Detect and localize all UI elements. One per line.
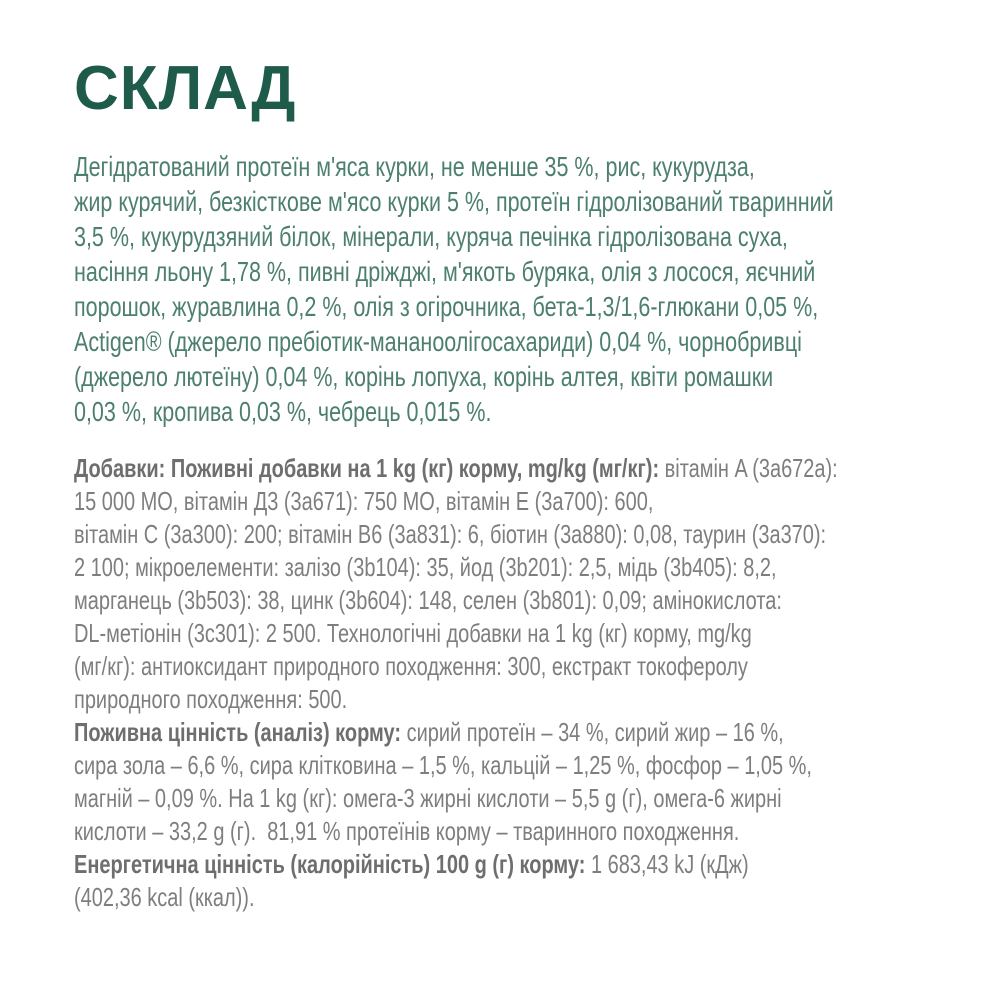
text-line: марганець (3b503): 38, цинк (3b604): 148, селен (3b801): 0,09; амінокислота: (74, 585, 782, 615)
text-line: (джерело лютеїну) 0,04 %, корінь лопуха, корінь алтея, квіти ромашки (74, 361, 774, 392)
additives-line1-rest: вітамін A (3a672a): (659, 453, 838, 483)
additives-lead: Добавки: Поживні добавки на 1 kg (кг) корму, mg/kg (мг/кг): (74, 453, 660, 483)
analysis-paragraph (74, 716, 934, 848)
analysis-line1-rest: сирий протеїн – 34 %, сирий жир – 16 %, (401, 717, 784, 747)
text-line: Actigen® (джерело пребіотик-мананоолігосахариди) 0,04 %, чорнобривці (74, 326, 802, 357)
energy-line1-rest: 1 683,43 kJ (кДж) (585, 849, 749, 879)
text-line: 2 100; мікроелементи: залізо (3b104): 35, йод (3b201): 2,5, мідь (3b405): 8,2, (74, 552, 777, 582)
text-line: вітамін C (3a300): 200; вітамін B6 (3a831): 6, біотин (3a880): 0,08, таурин (3a370): (74, 519, 827, 549)
text-line: 3,5 %, кукурудзяний білок, мінерали, куряча печінка гідролізована суха, (74, 221, 788, 252)
text-line: DL-метіонін (3c301): 2 500. Технологічні добавки на 1 kg (кг) корму, mg/kg (74, 618, 752, 648)
text-line: магній – 0,09 %. На 1 kg (кг): омега-3 жирні кислоти – 5,5 g (г), омега-6 жирні (74, 783, 782, 813)
text-line: 0,03 %, кропива 0,03 %, чебрець 0,015 %. (74, 396, 492, 427)
label-text-block (74, 149, 934, 914)
text-line: 15 000 МО, вітамін Д3 (3a671): 750 МО, вітамін E (3a700): 600, (74, 486, 654, 516)
text-line: кислоти – 33,2 g (г). 81,91 % протеїнів корму – тваринного походження. (74, 816, 740, 846)
text-line: жир курячий, безкісткове м'ясо курки 5 %, протеїн гідролізований тваринний (74, 186, 834, 217)
text-line (74, 452, 934, 485)
text-line: порошок, журавлина 0,2 %, олія з огірочника, бета-1,3/1,6-глюкани 0,05 %, (74, 291, 819, 322)
ingredients-paragraph (74, 149, 934, 429)
text-line: Дегідратований протеїн м'яса курки, не менше 35 %, рис, кукурудза, (74, 151, 755, 182)
text-line: насіння льону 1,78 %, пивні дріжджі, м'якоть буряка, олія з лосося, яєчний (74, 256, 816, 287)
energy-paragraph (74, 848, 934, 914)
text-line (74, 716, 934, 749)
additives-paragraph (74, 452, 934, 716)
analysis-lead: Поживна цінність (аналіз) корму: (74, 717, 402, 747)
text-line (74, 848, 934, 881)
energy-lead: Енергетична цінність (калорійність) 100 g (г) корму: (74, 849, 586, 879)
text-line: сира зола – 6,6 %, сира клітковина – 1,5 %, кальцій – 1,25 %, фосфор – 1,05 %, (74, 750, 812, 780)
text-line: (мг/кг): антиоксидант природного походження: 300, екстракт токоферолу (74, 651, 748, 681)
text-line: природного походження: 500. (74, 684, 348, 714)
page-title: СКЛАД (74, 54, 297, 123)
text-line: (402,36 kcal (ккал)). (74, 882, 255, 912)
